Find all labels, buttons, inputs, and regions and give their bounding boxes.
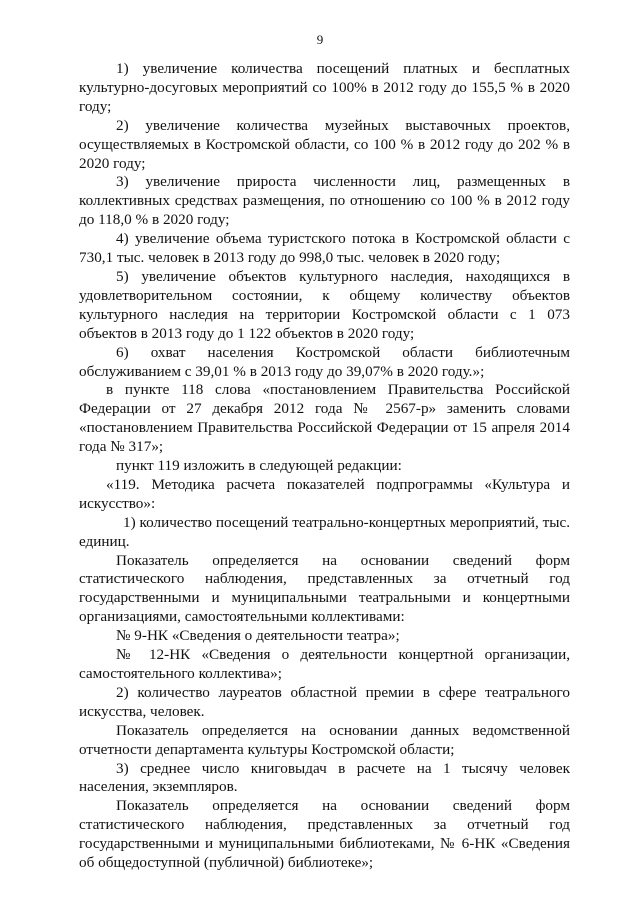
page-number: 9 xyxy=(316,32,324,47)
paragraph-method-1-source: Показатель определяется на основании сведений форм статистического наблюдения, представленных за отчетный год государственными и муниципальными театральными и концертными организациями, самостоятельными коллективами: xyxy=(79,551,570,626)
paragraph-method-3: 3) среднее число книговыдач в расчете на 1 тысячу человек населения, экземпляров. xyxy=(79,759,570,796)
paragraph-item-119-title: «119. Методика расчета показателей подпрограммы «Культура и искусство»: xyxy=(79,475,570,512)
paragraph-indicator-2: 2) увеличение количества музейных выставочных проектов, осуществляемых в Костромской области, со 100 % в 2012 году до 202 % в 2020 году; xyxy=(79,116,570,172)
paragraph-indicator-3: 3) увеличение прироста численности лиц, размещенных в коллективных средствах размещения, по отношению со 100 % в 2012 году до 118,0 % в 2020 году; xyxy=(79,173,570,229)
paragraph-method-1: 1) количество посещений театрально-концертных мероприятий, тыс. единиц. xyxy=(79,513,570,550)
document-body xyxy=(79,60,570,873)
paragraph-item-119-intro: пункт 119 изложить в следующей редакции: xyxy=(116,457,402,475)
paragraph-indicator-5: 5) увеличение объектов культурного наследия, находящихся в удовлетворительном состоянии, к общему количеству объектов культурного наследия на территории Костромской области с 1 073 объектов в 2013 году до 1 122 объектов в 2020 году; xyxy=(79,267,570,342)
paragraph-indicator-6: 6) охват населения Костромской области библиотечным обслуживанием с 39,01 % в 2013 году до 39,07% в 2020 году.»; xyxy=(79,343,570,380)
paragraph-indicator-4: 4) увеличение объема туристского потока в Костромской области с 730,1 тыс. человек в 2013 году до 998,0 тыс. человек в 2020 году; xyxy=(79,230,570,267)
paragraph-method-2-source: Показатель определяется на основании данных ведомственной отчетности департамента культуры Костромской области; xyxy=(79,721,570,758)
paragraph-method-2: 2) количество лауреатов областной премии в сфере театрального искусства, человек. xyxy=(79,683,570,720)
paragraph-method-3-source: Показатель определяется на основании сведений форм статистического наблюдения, представленных за отчетный год государственными и муниципальными библиотеками, № 6-НК «Сведения об общедоступной (публичной) библиотеке»; xyxy=(79,797,570,872)
paragraph-form-12nk: № 12-НК «Сведения о деятельности концертной организации, самостоятельного коллектива»; xyxy=(79,646,570,682)
paragraph-item-118: в пункте 118 слова «постановлением Правительства Российской Федерации от 27 декабря 2012 года № 2567-р» заменить словами «постановлением Правительства Российской Федерации от 15 апреля 2014 года № 317»; xyxy=(79,381,570,456)
paragraph-indicator-1: 1) увеличение количества посещений платных и бесплатных культурно-досуговых мероприятий со 100% в 2012 году до 155,5 % в 2020 году; xyxy=(79,60,570,115)
paragraph-form-9nk: № 9-НК «Сведения о деятельности театра»; xyxy=(116,627,400,645)
